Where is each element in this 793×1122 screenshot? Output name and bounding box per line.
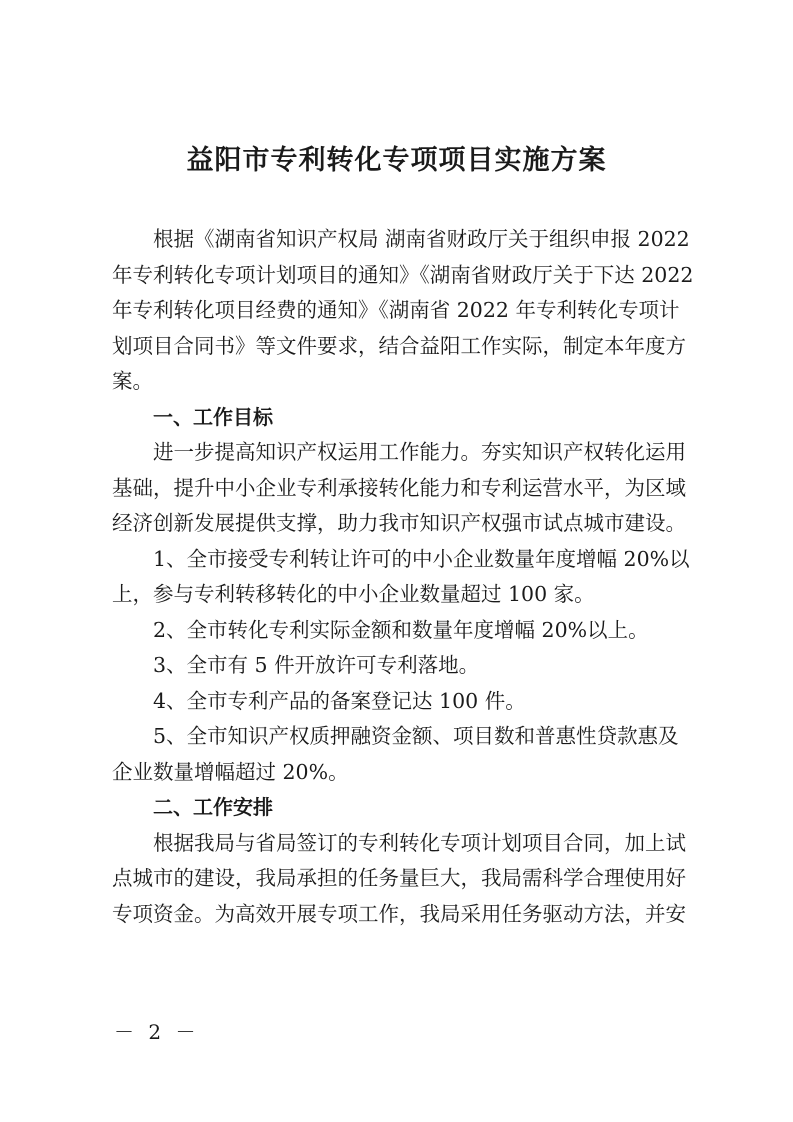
- section-heading-goals: 一、工作目标: [153, 404, 273, 429]
- goal-3-line: 3、全市有 5 件开放许可专利落地。: [153, 653, 480, 677]
- goal-5-line: 企业数量增幅超过 20%。: [112, 759, 349, 784]
- intro-line: 年专利转化专项计划项目的通知》《湖南省财政厅关于下达 2022: [112, 262, 694, 287]
- section-heading-arrangement: 二、工作安排: [153, 795, 273, 819]
- goal-item-4: [112, 684, 698, 720]
- goal-item-5: [112, 719, 698, 790]
- goal-item-2: [112, 613, 698, 649]
- arrangement-paragraph: [112, 826, 698, 933]
- intro-line: 案。: [112, 369, 153, 393]
- document-body: [112, 222, 698, 932]
- goals-intro-paragraph: [112, 435, 698, 542]
- goals-intro-line: 经济创新发展提供支撑，助力我市知识产权强市试点城市建设。: [112, 511, 686, 535]
- arrangement-line: 点城市的建设，我局承担的任务量巨大，我局需科学合理使用好: [112, 866, 686, 890]
- goal-2-line: 2、全市转化专利实际金额和数量年度增幅 20%以上。: [153, 617, 649, 642]
- goal-1-line: 1、全市接受专利转让许可的中小企业数量年度增幅 20%以: [153, 546, 690, 571]
- goals-intro-line: 进一步提高知识产权运用工作能力。夯实知识产权转化运用: [153, 440, 686, 464]
- arrangement-line: 专项资金。为高效开展专项工作，我局采用任务驱动方法，并安: [112, 901, 686, 926]
- goal-item-3: [112, 648, 698, 684]
- intro-line: 划项目合同书》等文件要求，结合益阳工作实际，制定本年度方: [112, 333, 686, 358]
- goal-4-line: 4、全市专利产品的备案登记达 100 件。: [153, 688, 526, 713]
- goal-1-line: 上，参与专利转移转化的中小企业数量超过 100 家。: [112, 582, 595, 606]
- arrangement-line: 根据我局与省局签订的专利转化专项计划项目合同，加上试: [153, 830, 686, 855]
- intro-paragraph: [112, 222, 698, 400]
- goal-5-line: 5、全市知识产权质押融资金额、项目数和普惠性贷款惠及: [153, 724, 679, 748]
- page-number: － 2 －: [114, 1020, 200, 1044]
- goal-item-1: [112, 542, 698, 613]
- intro-line: 根据《湖南省知识产权局 湖南省财政厅关于组织申报 2022: [153, 227, 690, 251]
- goals-intro-line: 基础，提升中小企业专利承接转化能力和专利运营水平，为区域: [112, 475, 686, 500]
- intro-line: 年专利转化项目经费的通知》《湖南省 2022 年专利转化专项计: [112, 298, 680, 322]
- document-title: 益阳市专利转化专项项目实施方案: [186, 145, 607, 176]
